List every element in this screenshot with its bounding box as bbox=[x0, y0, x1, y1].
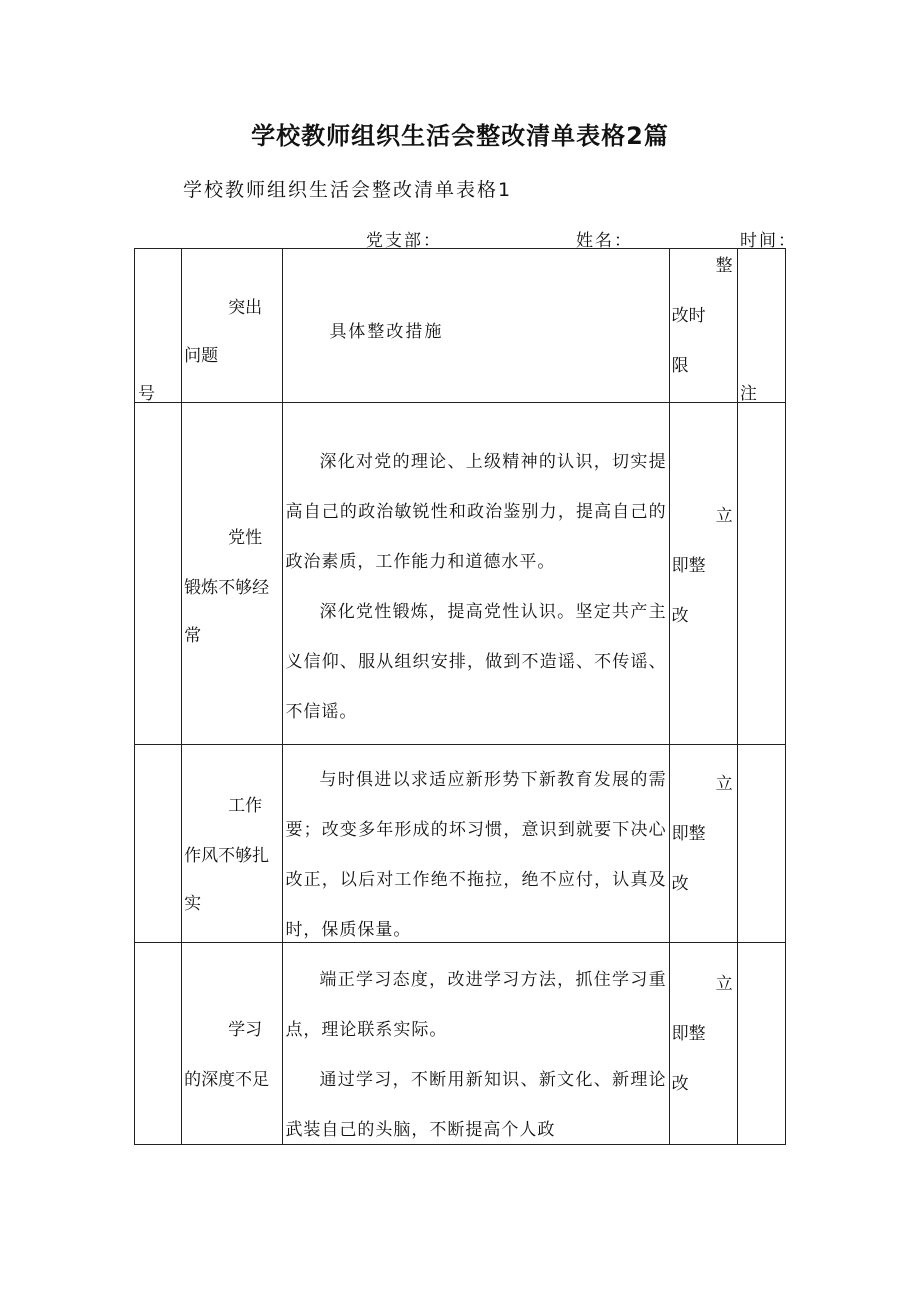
row-measure-paragraph: 端正学习态度，改进学习方法，抓住学习重点，理论联系实际。 bbox=[285, 970, 667, 1040]
row-problem-line2: 作风不够扎 bbox=[184, 846, 270, 866]
table-row bbox=[135, 745, 786, 943]
row-deadline-cell bbox=[669, 943, 737, 1145]
row-deadline-line2: 即整 bbox=[671, 556, 706, 576]
row-number-cell bbox=[135, 403, 182, 745]
row-remarks-cell bbox=[737, 943, 785, 1145]
rectification-table bbox=[134, 248, 786, 1145]
header-number: 号 bbox=[138, 384, 155, 404]
row-measure-paragraph: 通过学习，不断用新知识、新文化、新理论武装自己的头脑，不断提高个人政 bbox=[285, 1070, 667, 1140]
row-deadline-line3: 改 bbox=[671, 1074, 689, 1094]
row-deadline-line2: 即整 bbox=[671, 824, 706, 844]
header-remarks: 注 bbox=[739, 384, 757, 404]
row-problem-cell bbox=[182, 943, 283, 1145]
header-problem-line1: 突出 bbox=[228, 298, 263, 318]
row-deadline-line1: 立 bbox=[715, 974, 733, 994]
header-deadline-line1: 整 bbox=[715, 256, 733, 276]
row-remarks-cell bbox=[737, 403, 785, 745]
row-problem-line2: 锻炼不够经 bbox=[184, 578, 270, 598]
row-measures-cell bbox=[283, 403, 669, 745]
row-number-cell bbox=[135, 745, 182, 943]
row-problem-line2: 的深度不足 bbox=[184, 1070, 270, 1090]
header-measures: 具体整改措施 bbox=[329, 322, 444, 342]
header-measures-cell bbox=[283, 249, 669, 403]
row-deadline-line3: 改 bbox=[671, 874, 689, 894]
header-deadline-line2: 改时 bbox=[671, 306, 706, 326]
table-row bbox=[135, 403, 786, 745]
row-deadline-line1: 立 bbox=[715, 506, 733, 526]
row-problem-line3: 实 bbox=[184, 894, 202, 914]
table-subtitle: 学校教师组织生活会整改清单表格1 bbox=[183, 179, 513, 201]
row-deadline-line3: 改 bbox=[671, 606, 689, 626]
row-deadline-cell bbox=[669, 403, 737, 745]
row-number-cell bbox=[135, 943, 182, 1145]
name-label: 姓名： bbox=[576, 231, 633, 251]
row-problem-line1: 学习 bbox=[228, 1020, 263, 1040]
row-deadline-line2: 即整 bbox=[671, 1024, 706, 1044]
time-label: 时间： bbox=[740, 231, 797, 251]
row-measure-paragraph: 与时俱进以求适应新形势下新教育发展的需要；改变多年形成的坏习惯，意识到就要下决心改正，以后对工作绝不拖拉，绝不应付，认真及时，保质保量。 bbox=[285, 770, 667, 940]
branch-label: 党支部： bbox=[366, 231, 442, 251]
header-remarks-cell bbox=[737, 249, 785, 403]
header-number-cell bbox=[135, 249, 182, 403]
row-measures-cell bbox=[283, 943, 669, 1145]
row-problem-cell bbox=[182, 745, 283, 943]
document-title: 学校教师组织生活会整改清单表格2篇 bbox=[251, 122, 669, 150]
row-measure-paragraph: 深化党性锻炼，提高党性认识。坚定共产主义信仰、服从组织安排，做到不造谣、不传谣、不信谣。 bbox=[285, 602, 667, 722]
row-measure-paragraph: 深化对党的理论、上级精神的认识，切实提高自己的政治敏锐性和政治鉴别力，提高自己的政治素质，工作能力和道德水平。 bbox=[285, 452, 667, 572]
header-problem-line2: 问题 bbox=[184, 346, 219, 366]
row-problem-line1: 工作 bbox=[228, 796, 263, 816]
row-problem-line3: 常 bbox=[184, 626, 202, 646]
row-problem-line1: 党性 bbox=[228, 528, 263, 548]
header-deadline-line3: 限 bbox=[671, 356, 689, 376]
header-row bbox=[135, 249, 786, 403]
row-measures-cell bbox=[283, 745, 669, 943]
row-remarks-cell bbox=[737, 745, 785, 943]
row-problem-cell bbox=[182, 403, 283, 745]
row-deadline-cell bbox=[669, 745, 737, 943]
header-deadline-cell bbox=[669, 249, 737, 403]
table-row bbox=[135, 943, 786, 1145]
row-deadline-line1: 立 bbox=[715, 774, 733, 794]
header-problem-cell bbox=[182, 249, 283, 403]
